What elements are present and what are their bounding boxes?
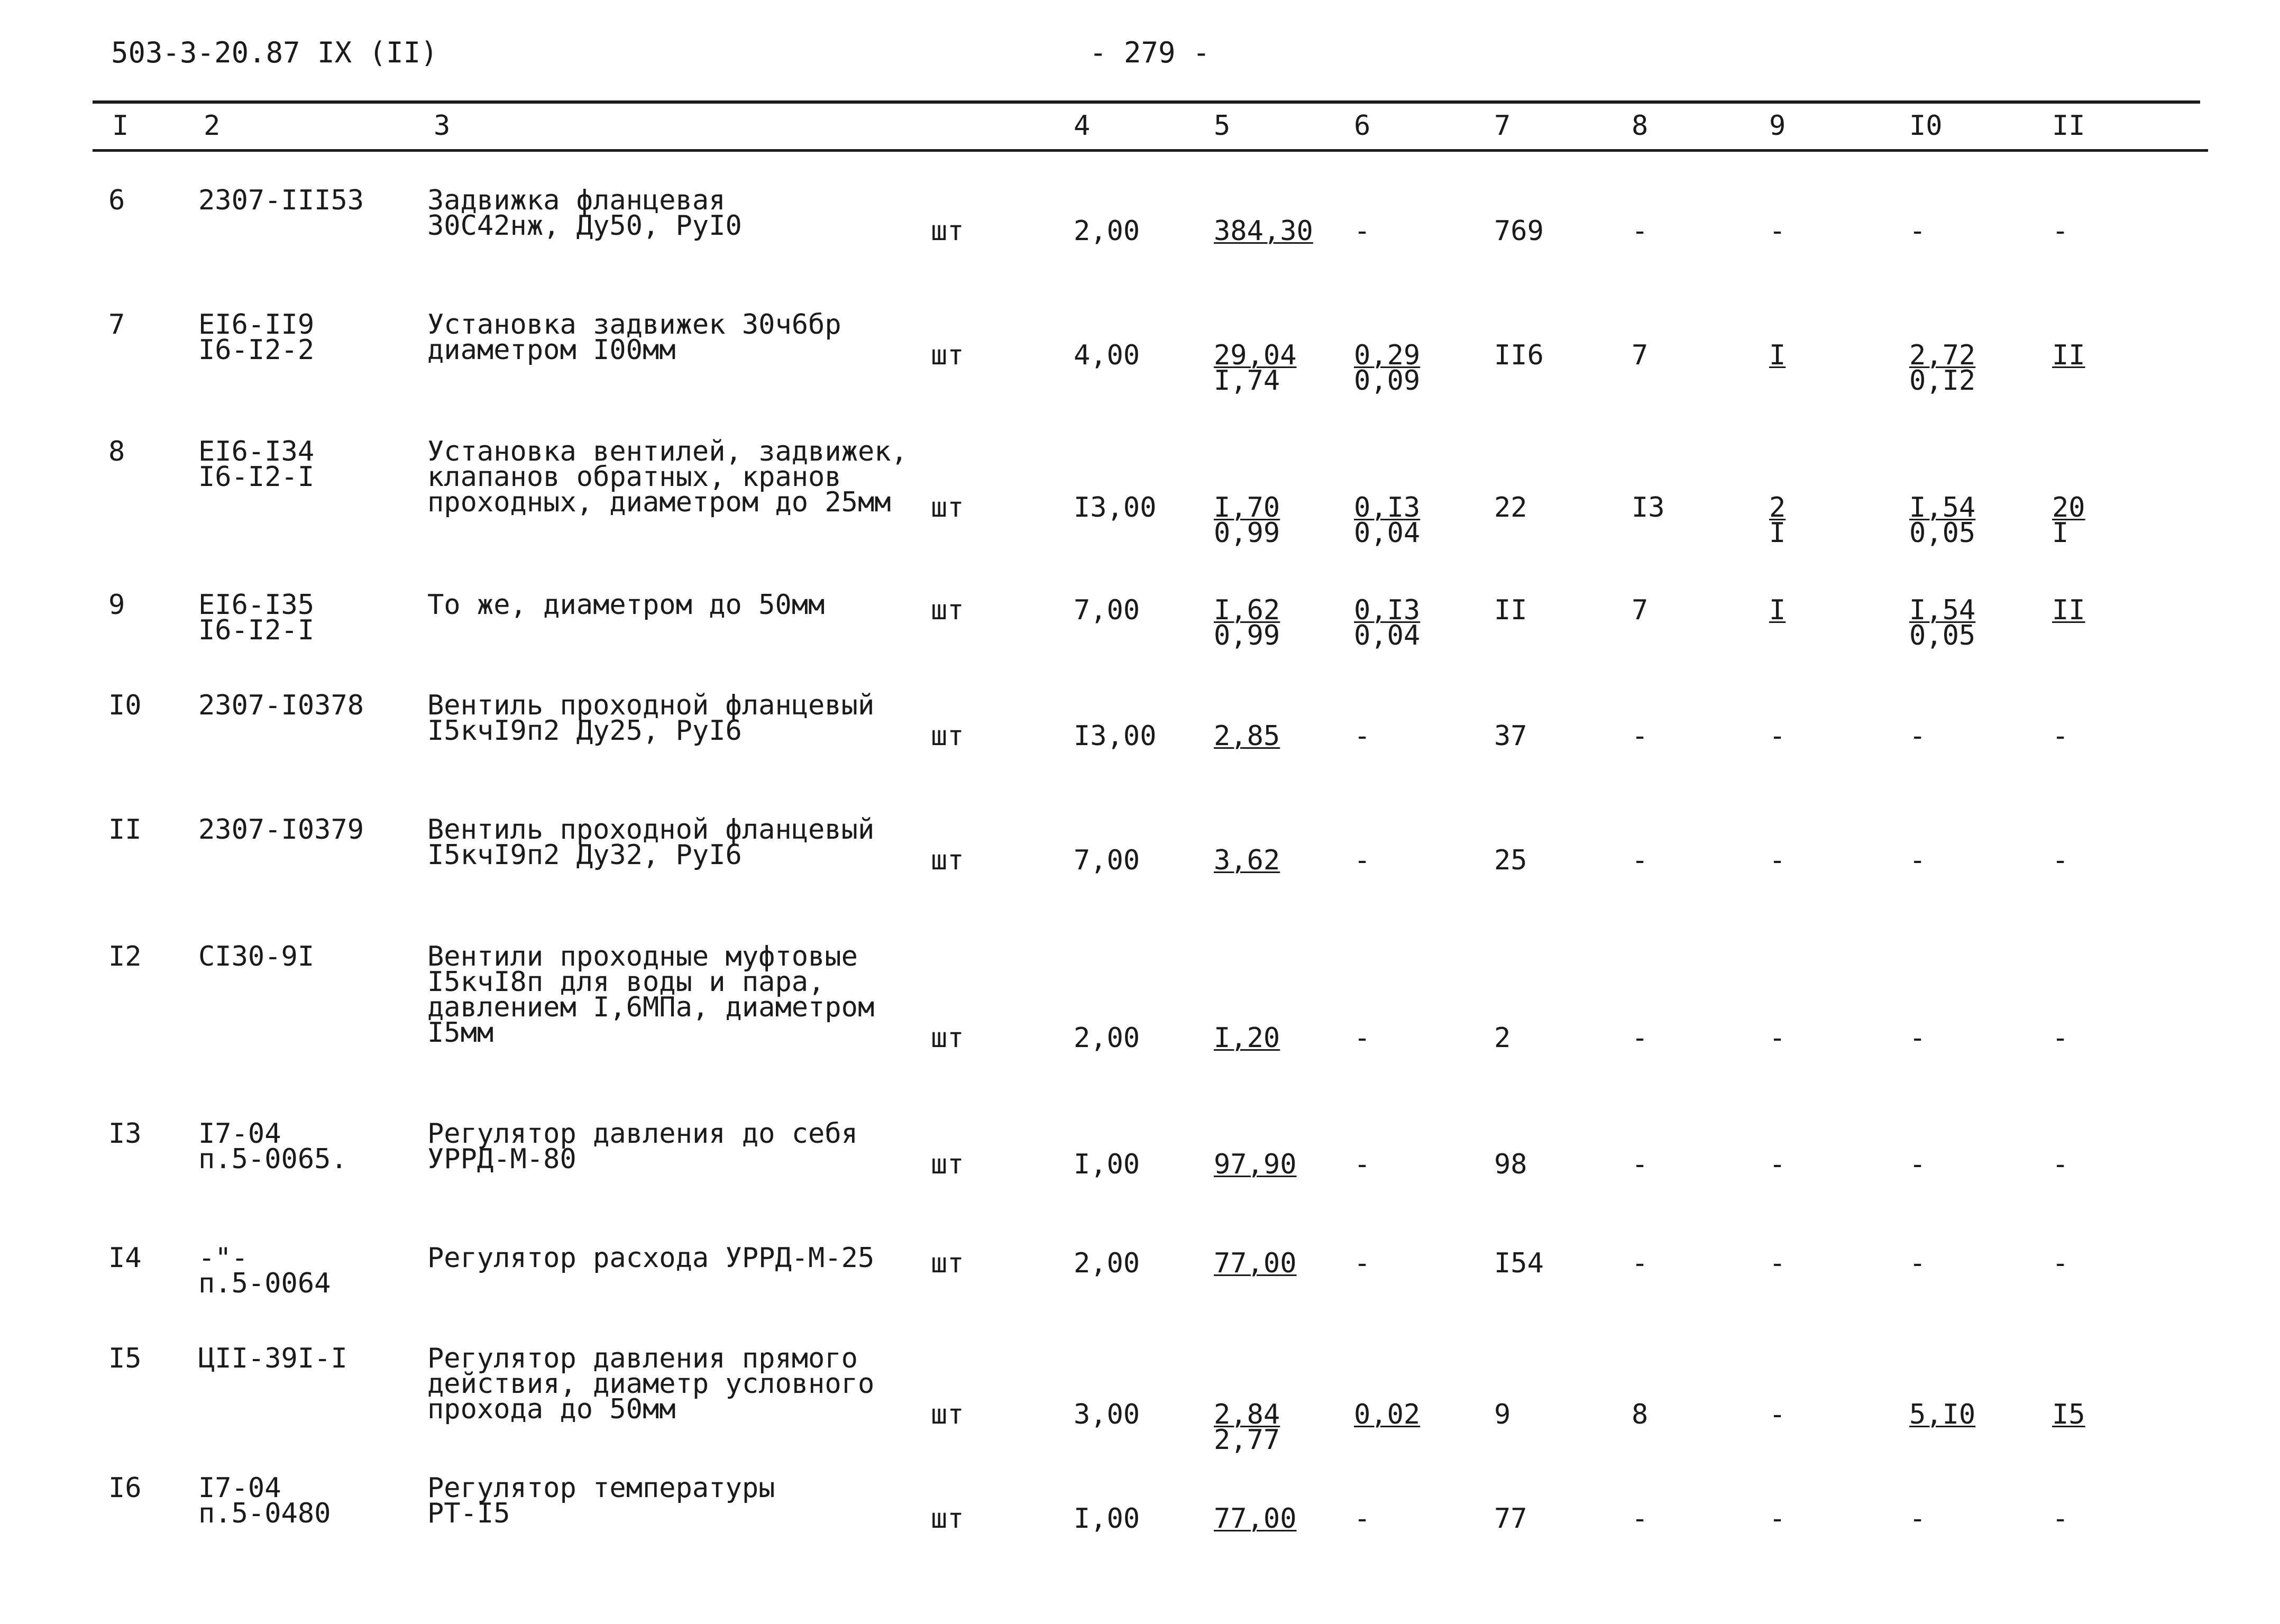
col-10-value: - [1909,845,1926,876]
col-10-value: - [1909,1503,1926,1535]
col-5-value: $\frac{2,84}{2,77}$ [1214,1399,1280,1456]
unit: шт [931,340,964,371]
col-8-value: - [1632,720,1649,752]
col-5-value: 384,30 [1214,215,1313,247]
quantity: 2,00 [1074,215,1140,247]
col-7-value: I54 [1494,1247,1544,1279]
item-name: Регулятор температуры РТ-I5 [427,1472,775,1529]
row-number: I2 [108,941,142,972]
item-name: Регулятор давления прямого действия, диаметр условного прохода до 50мм [427,1343,875,1425]
item-name: Регулятор давления до себя УРРД-М-80 [427,1118,858,1175]
col-6-value: - [1354,845,1371,876]
col-7-value: 769 [1494,215,1544,247]
col-5-value: 3,62 [1214,845,1280,876]
col-5-value: 2,85 [1214,720,1280,752]
col-11-value: II [2052,340,2085,371]
column-header-2: 2 [204,110,221,142]
col-11-value: - [2052,720,2069,752]
unit: шт [931,1022,964,1054]
col-11-value: - [2052,1503,2069,1535]
column-header-7: 7 [1494,110,1511,142]
quantity: 7,00 [1074,594,1140,626]
item-name: Вентили проходные муфтовые I5кчI8п для воды и пара, давлением I,6МПа, диаметром I5мм [427,941,875,1049]
col-10-value: $\frac{I,54}{0,05}$ [1909,492,1976,549]
price-code: -"- п.5-0064 [198,1242,331,1299]
col-5-value: 97,90 [1214,1149,1297,1180]
item-name: Вентиль проходной фланцевый I5кчI9п2 Ду25, РуI6 [427,690,875,747]
row-number: I3 [108,1118,142,1150]
row-number: 9 [108,589,125,621]
col-5-value: $\frac{29,04}{I,74}$ [1214,340,1297,397]
col-6-value: - [1354,1247,1371,1279]
col-9-value: I [1769,340,1786,371]
item-name: То же, диаметром до 50мм [427,589,825,621]
col-7-value: II [1494,594,1527,626]
col-8-value: - [1632,1149,1649,1180]
price-code: I7-04 п.5-0065. [198,1118,347,1175]
unit: шт [931,720,964,752]
price-code: EI6-I34 I6-I2-I [198,436,315,493]
col-9-value: - [1769,1247,1786,1279]
col-11-value: I5 [2052,1399,2085,1430]
quantity: I,00 [1074,1503,1140,1535]
col-9-value: - [1769,215,1786,247]
quantity: 2,00 [1074,1247,1140,1279]
row-number: 7 [108,309,125,341]
page-number: - 279 - [1089,36,1210,69]
item-name: Регулятор расхода УРРД-М-25 [427,1242,875,1274]
col-7-value: 25 [1494,845,1527,876]
col-8-value: 7 [1632,594,1649,626]
column-header-10: I0 [1909,110,1943,142]
col-6-value: - [1354,1022,1371,1054]
price-code: 2307-I0379 [198,814,364,846]
unit: шт [931,845,964,876]
unit: шт [931,1399,964,1430]
quantity: I,00 [1074,1149,1140,1180]
row-number: I5 [108,1343,142,1374]
col-9-value: - [1769,1399,1786,1430]
col-6-value: - [1354,1503,1371,1535]
col-10-value: - [1909,215,1926,247]
col-6-value: 0,02 [1354,1399,1421,1430]
col-7-value: 37 [1494,720,1527,752]
col-10-value: $\frac{I,54}{0,05}$ [1909,594,1976,652]
row-number: I0 [108,690,142,721]
col-11-value: - [2052,215,2069,247]
item-name: Вентиль проходной фланцевый I5кчI9п2 Ду32, РуI6 [427,814,875,871]
column-header-3: 3 [434,110,451,142]
col-9-value: I [1769,594,1786,626]
row-number: II [108,814,142,846]
col-9-value: $\frac{2}{I}$ [1769,492,1786,549]
quantity: 4,00 [1074,340,1140,371]
col-9-value: - [1769,845,1786,876]
item-name: Установка задвижек 30ч6бр диаметром I00мм [427,309,841,366]
quantity: 3,00 [1074,1399,1140,1430]
col-10-value: - [1909,1247,1926,1279]
col-6-value: $\frac{0,I3}{0,04}$ [1354,492,1421,549]
price-code: 2307-III53 [198,185,364,216]
column-header-1: I [112,110,129,142]
col-6-value: - [1354,215,1371,247]
col-5-value: $\frac{I,70}{0,99}$ [1214,492,1280,549]
unit: шт [931,1503,964,1535]
col-6-value: - [1354,720,1371,752]
col-8-value: I3 [1632,492,1665,524]
col-9-value: - [1769,1503,1786,1535]
col-11-value: - [2052,1149,2069,1180]
unit: шт [931,1247,964,1279]
column-header-8: 8 [1632,110,1649,142]
column-header-9: 9 [1769,110,1786,142]
col-10-value: - [1909,720,1926,752]
price-code: CI30-9I [198,941,315,972]
price-code: EI6-II9 I6-I2-2 [198,309,315,366]
row-number: 6 [108,185,125,216]
col-11-value: $\frac{20}{I}$ [2052,492,2085,549]
col-8-value: - [1632,1022,1649,1054]
col-9-value: - [1769,1149,1786,1180]
col-11-value: - [2052,1022,2069,1054]
col-11-value: - [2052,1247,2069,1279]
item-name: Установка вентилей, задвижек, клапанов обратных, кранов проходных, диаметром до 25мм [427,436,908,518]
col-6-value: - [1354,1149,1371,1180]
col-8-value: - [1632,1247,1649,1279]
column-header-11: II [2052,110,2085,142]
col-8-value: - [1632,845,1649,876]
col-10-value: 5,I0 [1909,1399,1976,1430]
row-number: 8 [108,436,125,467]
unit: шт [931,492,964,524]
quantity: I3,00 [1074,492,1157,524]
col-11-value: - [2052,845,2069,876]
col-6-value: $\frac{0,29}{0,09}$ [1354,340,1421,397]
col-10-value: - [1909,1022,1926,1054]
col-7-value: 98 [1494,1149,1527,1180]
col-5-value: 77,00 [1214,1247,1297,1279]
col-5-value: 77,00 [1214,1503,1297,1535]
price-code: ЦII-39I-I [198,1343,347,1374]
col-11-value: II [2052,594,2085,626]
column-header-4: 4 [1074,110,1091,142]
item-name: Задвижка фланцевая 30С42нж, Ду50, РуI0 [427,185,742,242]
top-rule [93,100,2200,104]
col-7-value: 2 [1494,1022,1511,1054]
col-7-value: II6 [1494,340,1544,371]
unit: шт [931,594,964,626]
col-8-value: - [1632,1503,1649,1535]
col-9-value: - [1769,1022,1786,1054]
col-8-value: 7 [1632,340,1649,371]
col-9-value: - [1769,720,1786,752]
col-10-value: - [1909,1149,1926,1180]
quantity: I3,00 [1074,720,1157,752]
col-7-value: 9 [1494,1399,1511,1430]
quantity: 7,00 [1074,845,1140,876]
row-number: I6 [108,1472,142,1504]
unit: шт [931,1149,964,1180]
price-code: EI6-I35 I6-I2-I [198,589,315,646]
col-7-value: 77 [1494,1503,1527,1535]
row-number: I4 [108,1242,142,1274]
column-header-6: 6 [1354,110,1371,142]
col-8-value: - [1632,215,1649,247]
col-6-value: $\frac{0,I3}{0,04}$ [1354,594,1421,652]
col-7-value: 22 [1494,492,1527,524]
col-8-value: 8 [1632,1399,1649,1430]
header-rule [93,149,2208,152]
col-10-value: $\frac{2,72}{0,I2}$ [1909,340,1976,397]
column-header-5: 5 [1214,110,1231,142]
price-code: I7-04 п.5-0480 [198,1472,331,1529]
unit: шт [931,215,964,247]
col-5-value: $\frac{I,62}{0,99}$ [1214,594,1280,652]
col-5-value: I,20 [1214,1022,1280,1054]
price-code: 2307-I0378 [198,690,364,721]
document-code: 503-3-20.87 IX (II) [111,36,438,69]
quantity: 2,00 [1074,1022,1140,1054]
